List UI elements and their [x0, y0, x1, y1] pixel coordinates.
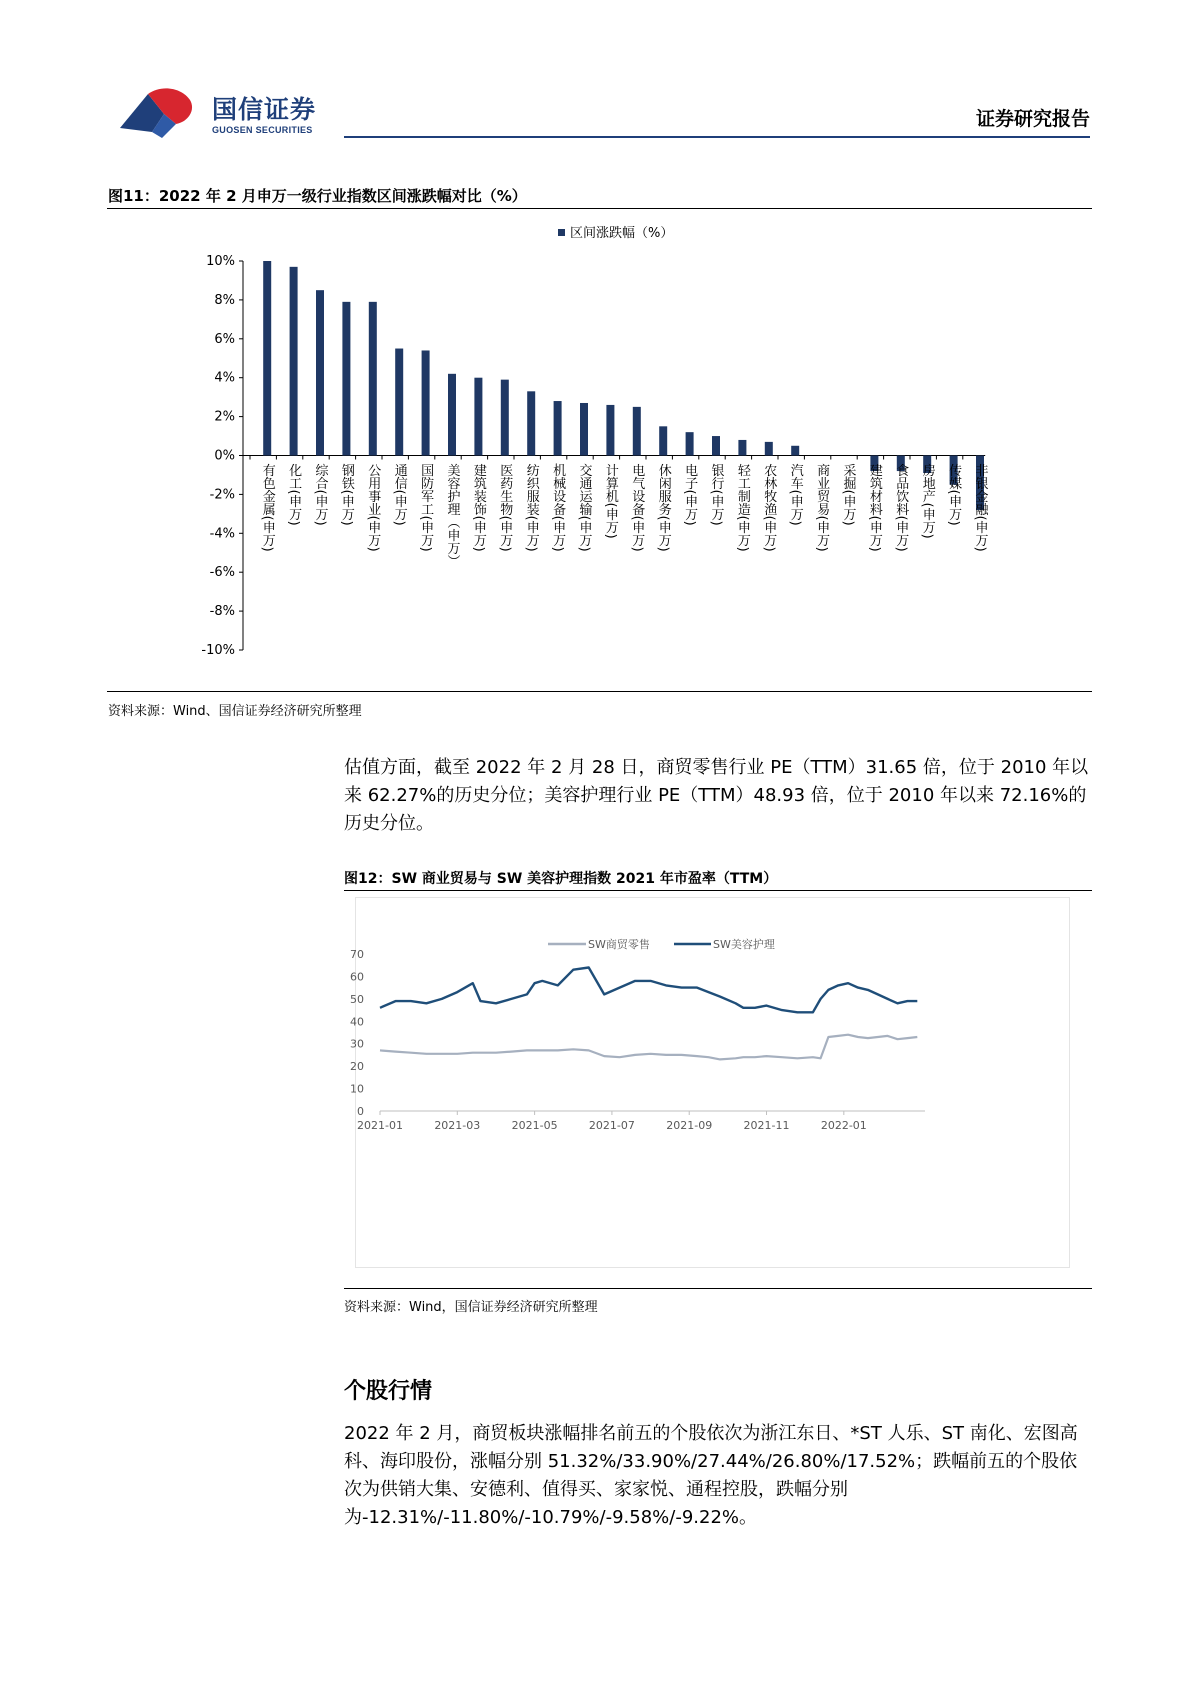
bar: [263, 261, 271, 456]
brand-name-en: GUOSEN SECURITIES: [212, 125, 313, 135]
bar: [791, 446, 799, 456]
bar: [342, 302, 350, 456]
guosen-logo-icon: [118, 86, 206, 140]
bar: [554, 401, 562, 455]
bar: [686, 432, 694, 455]
bar: [712, 436, 720, 455]
x-category-label: 交通运输(申万): [576, 463, 592, 552]
x-category-label: 机械设备(申万): [550, 463, 566, 552]
y-tick-label: -4%: [209, 526, 235, 542]
x-category-label: 电气设备(申万): [629, 463, 645, 552]
figure-11-bar-chart: [150, 225, 1030, 680]
bar: [474, 378, 482, 456]
x-tick-label: 2021-03: [434, 1119, 481, 1132]
y-tick-label: 6%: [214, 331, 235, 347]
x-category-label: 国防军工(申万): [418, 463, 434, 552]
bar: [765, 442, 773, 456]
legend-label-beauty: SW美容护理: [713, 938, 775, 951]
legend-label: 区间涨跌幅（%）: [570, 226, 674, 241]
section-paragraph: 2022 年 2 月，商贸板块涨幅排名前五的个股依次为浙江东日、*ST 人乐、ST 南化、宏图高科、海印股份，涨幅分别 51.32%/33.90%/27.44%/26.80%/17.52%；跌幅前五的个股依次为供销大集、安德利、值得买、家家悦、通程控股，跌幅分别为-12.31%/-11.80%/-10.79%/-9.58%/-9.22%。: [344, 1423, 1078, 1528]
bar: [659, 426, 667, 455]
x-tick-label: 2021-05: [511, 1119, 558, 1132]
x-category-label: 美容护理（申万）: [444, 463, 460, 568]
y-tick-label: -6%: [209, 565, 235, 581]
y-tick-label: 20: [350, 1060, 364, 1074]
figure-11-top-rule: [107, 208, 1092, 209]
x-category-label: 纺织服装(申万): [523, 463, 539, 552]
x-category-label: 化工(申万): [286, 463, 302, 526]
x-category-label: 采掘(申万): [840, 463, 856, 526]
x-category-label: 银行(申万): [708, 463, 724, 526]
x-category-label: 电子(申万): [682, 463, 698, 526]
y-tick-label: 60: [350, 970, 364, 984]
figure-12-top-rule: [344, 890, 1092, 891]
x-tick-label: 2021-11: [743, 1119, 790, 1132]
report-type-label: 证券研究报告: [975, 108, 1090, 130]
figure-12-title: 图12：SW 商业贸易与 SW 美容护理指数 2021 年市盈率（TTM）: [344, 871, 778, 887]
y-tick-label: 2%: [214, 409, 235, 425]
x-tick-label: 2022-01: [820, 1119, 867, 1132]
legend-label-retail: SW商贸零售: [588, 938, 650, 951]
x-category-label: 非银金融(申万): [972, 463, 988, 552]
y-tick-label: 8%: [214, 292, 235, 308]
bar: [395, 349, 403, 456]
x-category-label: 钢铁(申万): [338, 463, 354, 526]
bar: [527, 391, 535, 455]
section-heading: 个股行情: [344, 1379, 433, 1404]
y-tick-label: 70: [350, 948, 364, 961]
figure-12-source: 资料来源：Wind，国信证券经济研究所整理: [344, 1300, 598, 1315]
x-category-label: 轻工制造(申万): [734, 463, 750, 552]
bar: [580, 403, 588, 456]
y-tick-label: 50: [350, 992, 364, 1006]
bar: [501, 380, 509, 456]
x-category-label: 休闲服务(申万): [655, 463, 671, 552]
y-tick-label: 10: [350, 1082, 364, 1096]
figure-11-source: 资料来源：Wind、国信证券经济研究所整理: [108, 704, 362, 719]
y-tick-label: 30: [350, 1037, 364, 1051]
header-rule: [344, 136, 1090, 138]
y-tick-label: 10%: [206, 254, 235, 269]
y-tick-label: 4%: [214, 370, 235, 386]
figure-11-title: 图11：2022 年 2 月申万一级行业指数区间涨跌幅对比（%）: [108, 187, 527, 205]
x-category-label: 建筑材料(申万): [866, 463, 882, 552]
bar: [290, 267, 298, 456]
figure-12-bottom-rule: [344, 1288, 1092, 1289]
valuation-paragraph: 估值方面，截至 2022 年 2 月 28 日，商贸零售行业 PE（TTM）31.65 倍，位于 2010 年以来 62.27%的历史分位；美容护理行业 PE（TTM）48.93 倍，位于 2010 年以来 72.16%的历史分位。: [344, 757, 1089, 834]
x-category-label: 综合(申万): [312, 463, 328, 526]
x-category-label: 通信(申万): [391, 463, 407, 526]
y-tick-label: -2%: [209, 487, 235, 503]
figure-12-line-chart: [350, 897, 1070, 1269]
chart-frame: [356, 898, 1070, 1268]
x-category-label: 商业贸易(申万): [814, 463, 830, 552]
x-category-label: 计算机(申万): [602, 463, 618, 539]
brand-name-cn: 国信证券: [212, 95, 317, 124]
x-tick-label: 2021-09: [666, 1119, 713, 1132]
bar: [738, 440, 746, 456]
x-category-label: 建筑装饰(申万): [470, 463, 486, 552]
x-category-label: 有色金属(申万): [259, 463, 275, 552]
x-category-label: 房地产(申万): [919, 463, 935, 539]
bar: [316, 290, 324, 455]
x-category-label: 食品饮料(申万): [893, 463, 909, 552]
x-category-label: 汽车(申万): [787, 463, 803, 526]
x-tick-label: 2021-07: [588, 1119, 635, 1132]
y-tick-label: 0%: [214, 448, 235, 464]
series-line-beauty: [380, 968, 917, 1013]
y-tick-label: 0: [357, 1105, 364, 1118]
legend-swatch: [558, 229, 565, 236]
bar: [422, 350, 430, 455]
bar: [633, 407, 641, 456]
x-category-label: 医药生物(申万): [497, 463, 513, 552]
y-tick-label: -8%: [209, 604, 235, 620]
bar: [606, 405, 614, 456]
x-tick-label: 2021-01: [357, 1119, 403, 1132]
series-line-retail: [380, 1035, 917, 1060]
bar: [369, 302, 377, 456]
bar: [448, 374, 456, 456]
y-tick-label: 40: [350, 1015, 364, 1029]
y-tick-label: -10%: [201, 643, 235, 658]
figure-11-bottom-rule: [107, 691, 1092, 692]
x-category-label: 传媒(申万): [946, 463, 962, 526]
x-category-label: 公用事业(申万): [365, 463, 381, 552]
x-category-label: 农林牧渔(申万): [761, 463, 777, 552]
